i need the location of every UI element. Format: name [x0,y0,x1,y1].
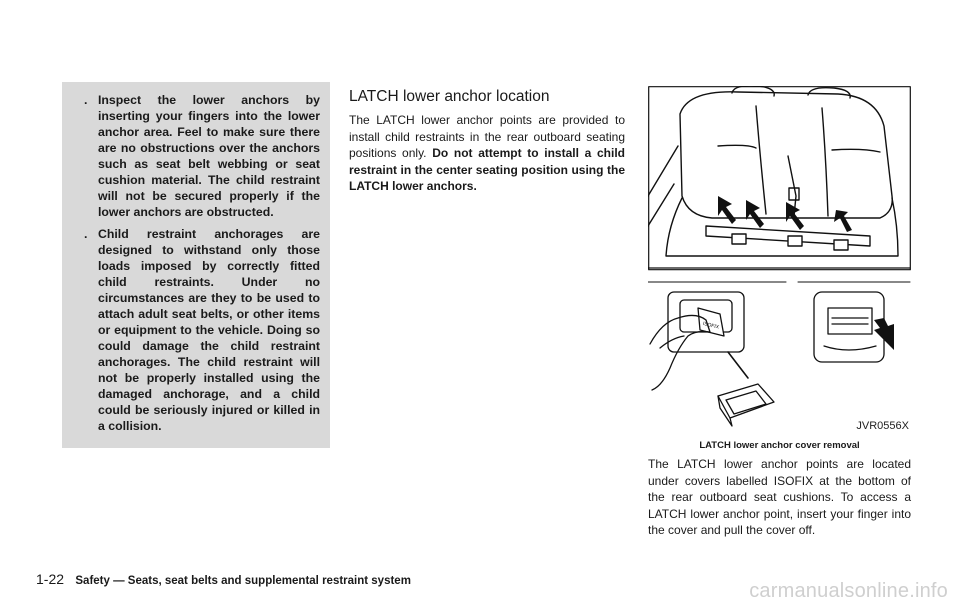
page-number: 1-22 [36,571,65,587]
seat-seam [822,108,828,216]
anchor-bar-frame [828,308,872,334]
warning-text: Inspect the lower anchors by inserting your fingers into the lower anchor area. Feel to make sure there are no obstructions over the anchors such as seat belt webbing or seat cushion material. The child restraint will not be secured properly if the lower anchors are obstructed. [98,93,320,219]
intro-warning: Do not attempt to install a child restraint in the center seating position using the LATCH lower anchors. [349,146,625,193]
anchor-cover [788,236,802,246]
belt-buckle [789,188,799,200]
warning-item [72,226,320,434]
figure-code: JVR0556X [856,420,909,432]
door-edge [648,146,678,226]
seat-seam [832,149,880,152]
warning-item [72,92,320,220]
anchor-cover [834,240,848,250]
arrow-icon [718,196,736,224]
arrow-icon [834,210,852,232]
arrow-icon [746,200,764,228]
intro-paragraph [349,112,625,195]
chapter-title: Safety — Seats, seat belts and supplemental restraint system [75,575,411,587]
cover-tag-text: ISOFIX [702,320,720,331]
anchor-bar [832,318,868,324]
warning-text: Child restraint anchorages are designed to withstand only those loads imposed by correctly fitted child restraints. Under no circumstances are they to be used to attach adult seat belts, or other items or equipment to the vehicle. Doing so could damage the child restraint anchorages. The child restraint will not be properly installed using the damaged anchorage, and a child could be seriously injured or killed in a collision. [98,227,320,433]
cover-recess [814,292,884,362]
top-panel-frame [649,87,911,270]
warning-box [62,82,330,448]
body-paragraph: The LATCH lower anchor points are located under covers labelled ISOFIX at the bottom of the rear outboard seat cushions. To access a LATCH lower anchor point, insert your finger into the cover and pull the cover off. [648,457,911,537]
seat-seam [756,106,766,214]
motion-line [728,352,748,378]
warning-list [72,92,320,434]
detached-cover-inner [726,391,766,414]
bullet: . [84,93,88,107]
seat-back [680,92,892,218]
page-footer [36,571,411,587]
seat-seam [718,145,756,148]
seat-cushion [666,198,898,256]
recess-floor [824,346,876,350]
figure-caption: LATCH lower anchor cover removal [699,440,860,451]
headrest [732,86,774,96]
intro-text: The LATCH lower anchor points are provided to install child restraints in the rear outboard seating positions only. [349,113,625,160]
bullet: . [84,227,88,241]
watermark: carmanualsonline.info [749,580,948,602]
anchor-cover [732,234,746,244]
latch-illustration [648,86,911,438]
section-title: LATCH lower anchor location [349,88,550,105]
headrest [808,88,850,98]
figure-latch-anchor [648,86,911,438]
